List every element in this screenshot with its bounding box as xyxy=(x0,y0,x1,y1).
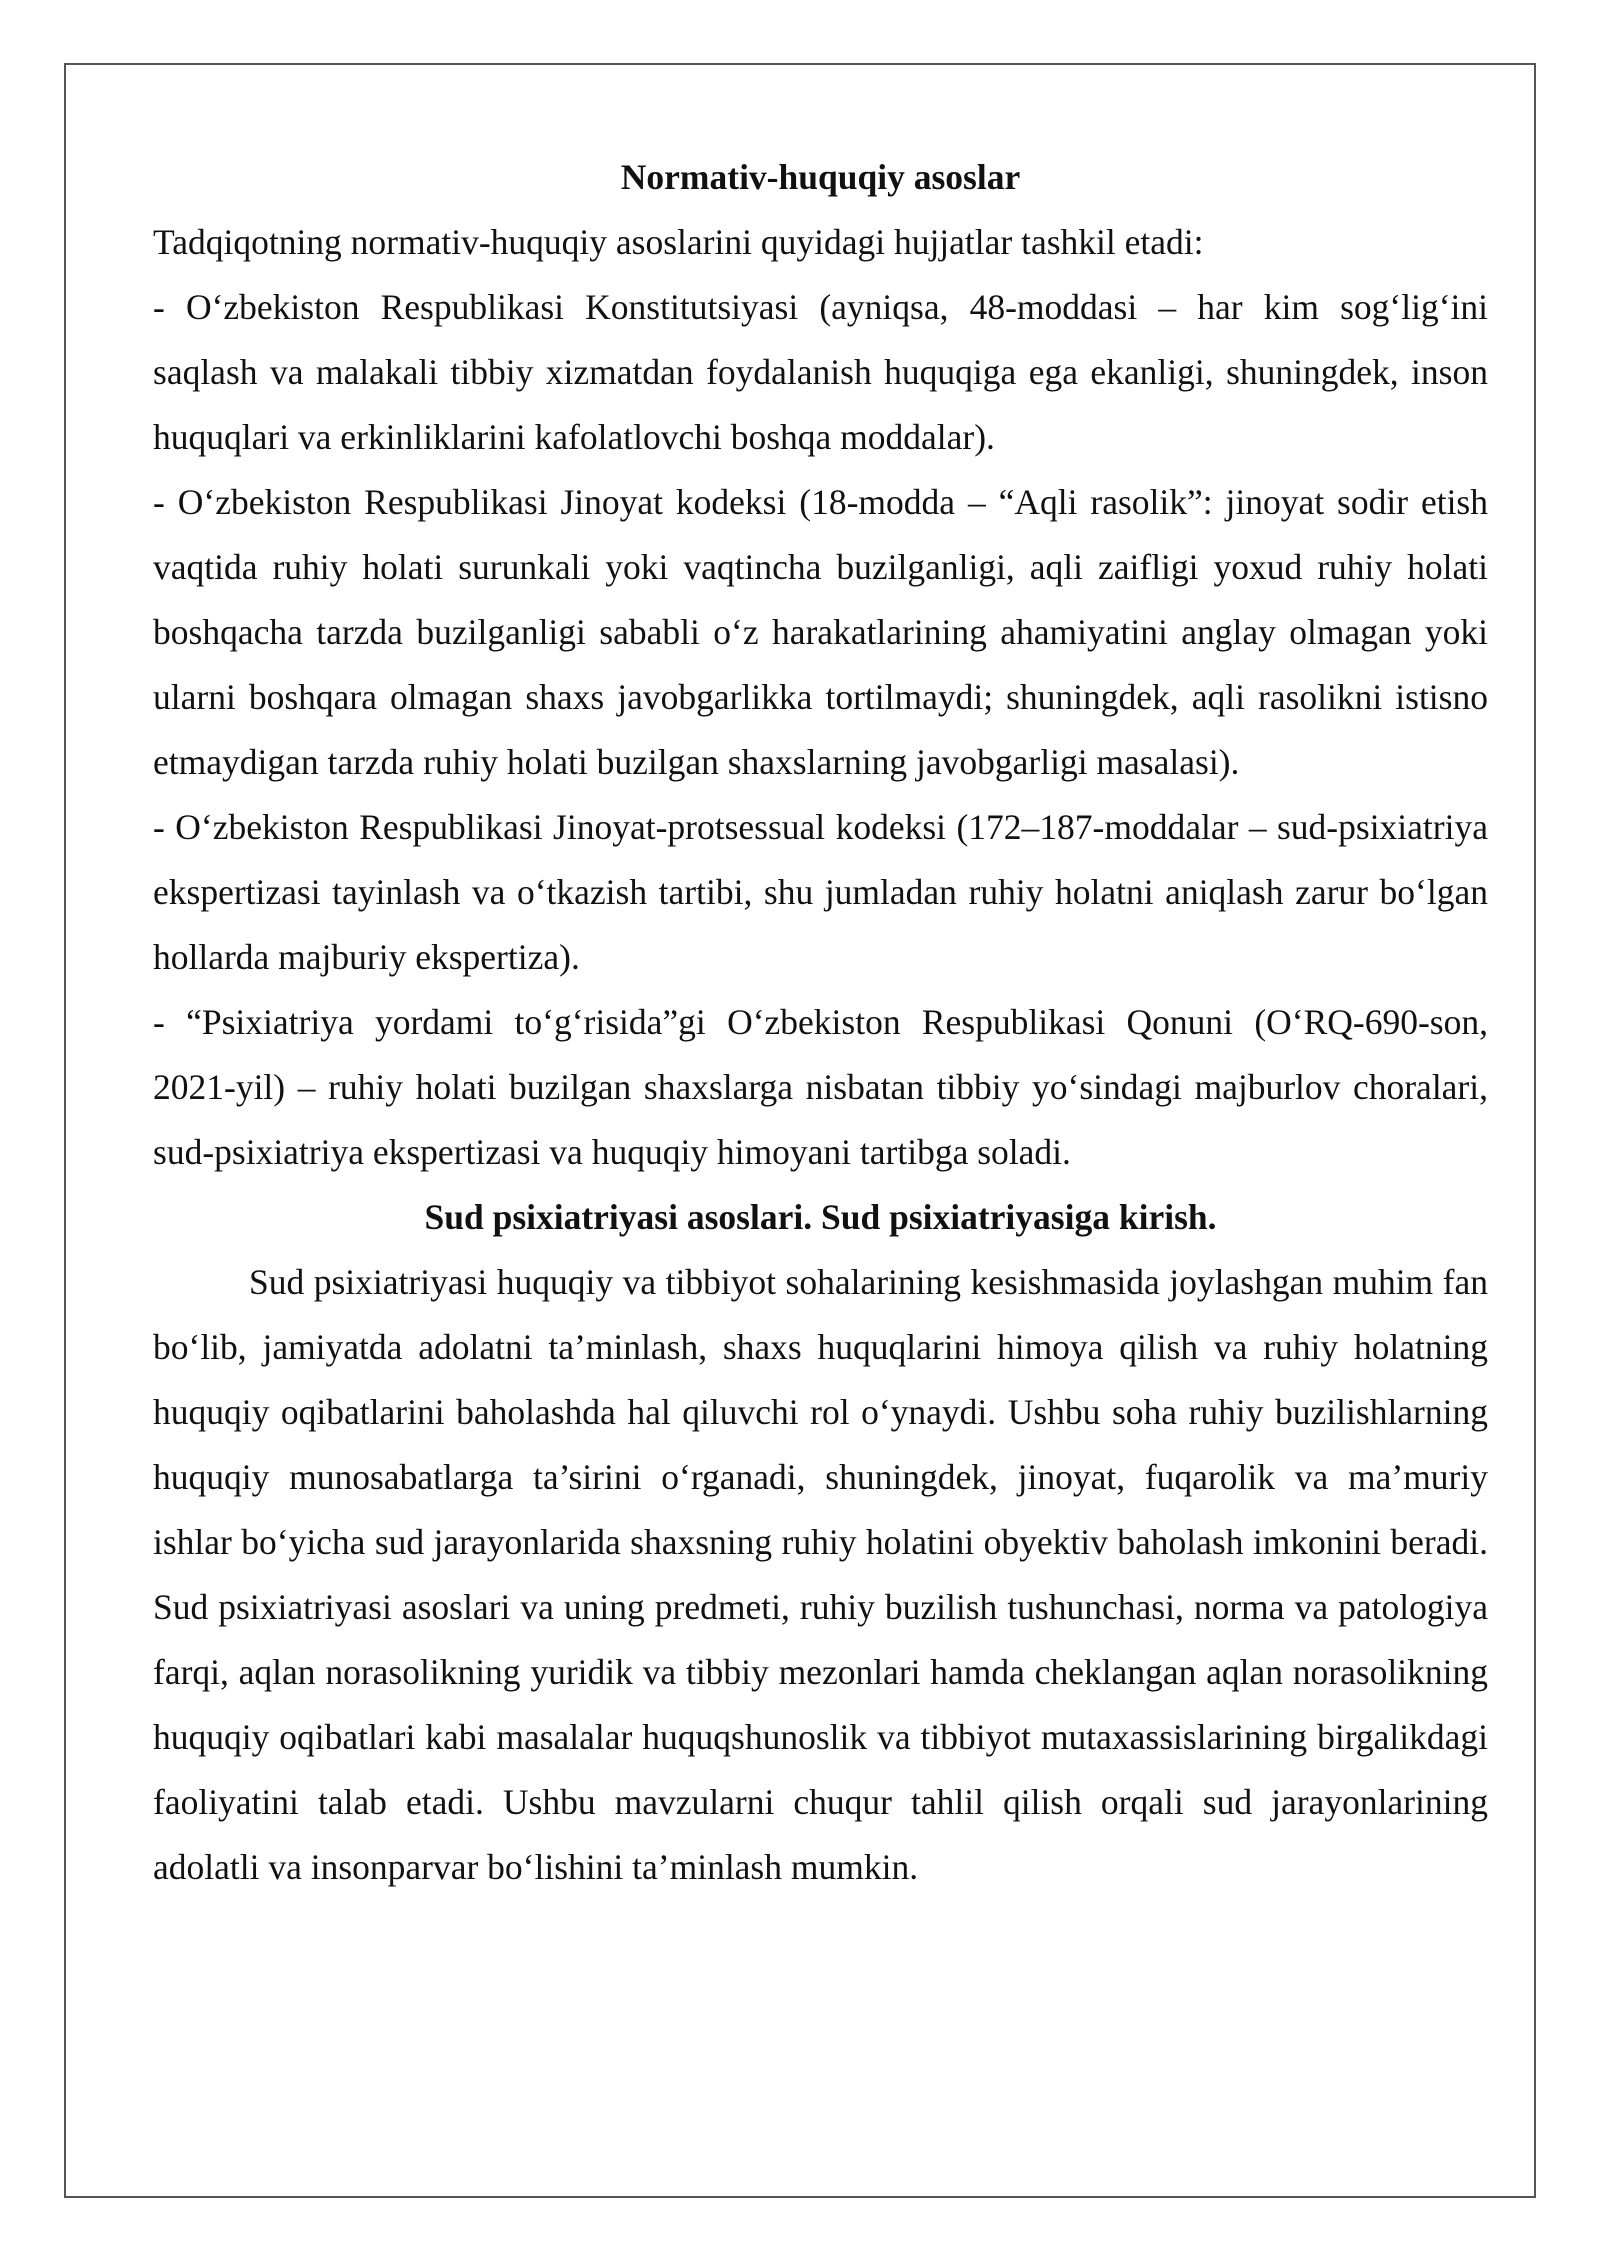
list-item-constitution: - O‘zbekiston Respublikasi Konstitutsiyasi (ayniqsa, 48-moddasi – har kim sog‘lig‘ini saqlash va malakali tibbiy xizmatdan foydalanish huquqiga ega ekanligi, shuningdek, inson huquqlari va erkinliklarini kafolatlovchi boshqa moddalar). xyxy=(153,287,1488,457)
section-heading-forensic-psychiatry: Sud psixiatriyasi asoslari. Sud psixiatriyasiga kirish. xyxy=(424,1197,1217,1237)
section-heading-normative: Normativ-huquqiy asoslar xyxy=(620,157,1021,197)
list-item-criminal-code: - O‘zbekiston Respublikasi Jinoyat kodeksi (18-modda – “Aqli rasolik”: jinoyat sodir etish vaqtida ruhiy holati surunkali yoki vaqtincha buzilganligi, aqli zaifligi yoxud ruhiy holati boshqacha tarzda buzilganligi sababli o‘z harakatlarining ahamiyatini anglay olmagan yoki ularni boshqara olmagan shaxs javobgarlikka tortilmaydi; shuningdek, aqli rasolikni istisno etmaydigan tarzda ruhiy holati buzilgan shaxslarning javobgarligi masalasi). xyxy=(153,482,1488,782)
body-paragraph: Sud psixiatriyasi huquqiy va tibbiyot sohalarining kesishmasida joylashgan muhim fan bo‘lib, jamiyatda adolatni ta’minlash, shaxs huquqlarini himoya qilish va ruhiy holatning huquqiy oqibatlarini baholashda hal qiluvchi rol o‘ynaydi. Ushbu soha ruhiy buzilishlarning huquqiy munosabatlarga ta’sirini o‘rganadi, shuningdek, jinoyat, fuqarolik va ma’muriy ishlar bo‘yicha sud jarayonlarida shaxsning ruhiy holatini obyektiv baholash imkonini beradi. Sud psixiatriyasi asoslari va uning predmeti, ruhiy buzilish tushunchasi, norma va patologiya farqi, aqlan norasolikning yuridik va tibbiy mezonlari hamda cheklangan aqlan norasolikning huquqiy oqibatlari kabi masalalar huquqshunoslik va tibbiyot mutaxassislarining birgalikdagi faoliyatini talab etadi. Ushbu mavzularni chuqur tahlil qilish orqali sud jarayonlarining adolatli va insonparvar bo‘lishini ta’minlash mumkin. xyxy=(153,1262,1488,1887)
list-item-psychiatric-care-law: - “Psixiatriya yordami to‘g‘risida”gi O‘zbekiston Respublikasi Qonuni (O‘RQ-690-son, 2021-yil) – ruhiy holati buzilgan shaxslarga nisbatan tibbiy yo‘sindagi majburlov choralari, sud-psixiatriya ekspertizasi va huquqiy himoyani tartibga soladi. xyxy=(153,1002,1488,1172)
document-body xyxy=(153,145,1488,1900)
intro-paragraph: Tadqiqotning normativ-huquqiy asoslarini quyidagi hujjatlar tashkil etadi: xyxy=(153,222,1204,262)
list-item-criminal-procedure-code: - O‘zbekiston Respublikasi Jinoyat-protsessual kodeksi (172–187-moddalar – sud-psixiatriya ekspertizasi tayinlash va o‘tkazish tartibi, shu jumladan ruhiy holatni aniqlash zarur bo‘lgan hollarda majburiy ekspertiza). xyxy=(153,807,1488,977)
